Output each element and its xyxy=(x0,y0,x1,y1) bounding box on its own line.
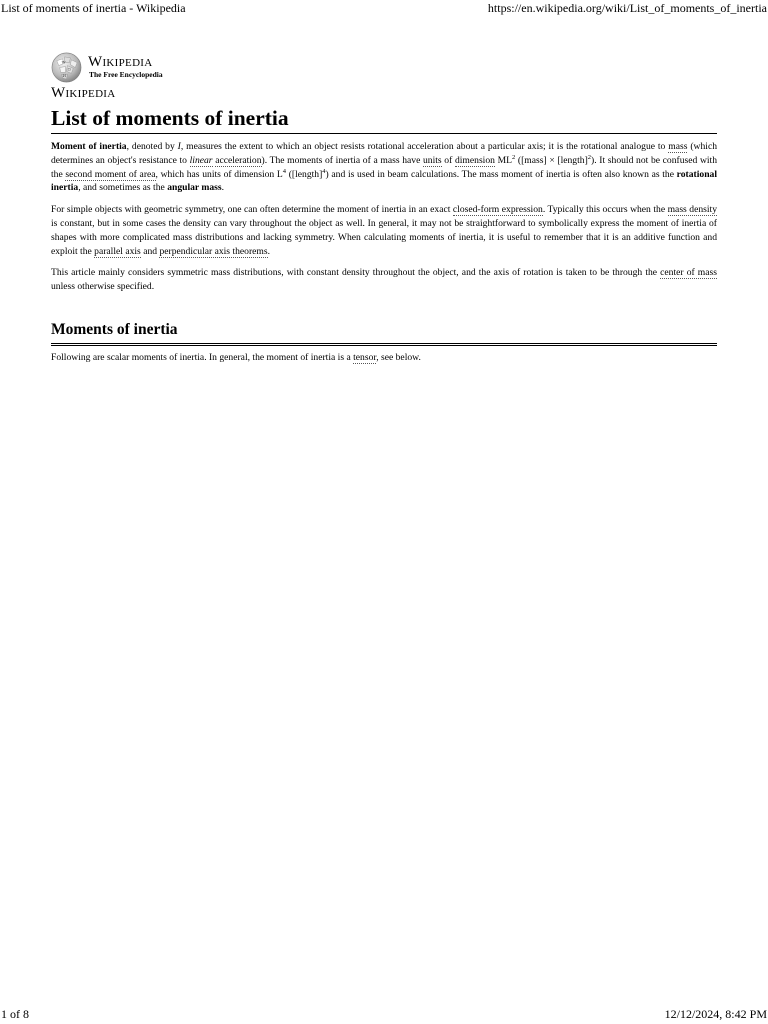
symbol-i: I xyxy=(177,141,181,152)
link-center-of-mass[interactable]: center of mass xyxy=(660,267,717,279)
text: of xyxy=(441,154,455,166)
text: ). The moments of inertia of a mass have xyxy=(261,154,423,166)
text: Following are scalar moments of inertia. In general, the moment of inertia is a xyxy=(51,351,354,363)
print-footer xyxy=(0,1006,768,1024)
print-page-url[interactable]: https://en.wikipedia.org/wiki/List_of_moments_of_inertia xyxy=(487,1,767,15)
link-perpendicular-axis-theorems[interactable]: perpendicular axis theorems xyxy=(159,245,268,257)
text: and xyxy=(140,245,160,257)
svg-text:И: И xyxy=(62,73,66,79)
link-second-moment-of-area[interactable]: second moment of area xyxy=(65,168,156,180)
print-page-title: List of moments of inertia - Wikipedia xyxy=(1,1,186,15)
text: (which determines an object's resistance to xyxy=(51,141,717,166)
text: ). It should not be confused with the xyxy=(51,154,718,180)
svg-text:W: W xyxy=(61,59,66,65)
term-moment-of-inertia: Moment of inertia xyxy=(51,141,127,152)
page-counter: 1 of 8 xyxy=(1,1007,29,1021)
wikipedia-globe-icon xyxy=(51,52,82,83)
link-parallel-axis[interactable]: parallel axis xyxy=(94,245,141,257)
link-closed-form-expression[interactable]: closed-form expression xyxy=(452,204,543,216)
term-rotational-inertia: rotational inertia xyxy=(51,168,718,194)
link-mass[interactable]: mass xyxy=(668,141,688,152)
text: For simple objects with geometric symmetry, one can often determine the moment of inertia in an exact xyxy=(51,204,453,216)
superscript: 4 xyxy=(322,167,326,175)
link-tensor[interactable]: tensor xyxy=(353,351,377,363)
intro-paragraph-1 xyxy=(51,140,717,195)
text: . Typically this occurs when the xyxy=(542,204,668,216)
text: ([length] xyxy=(286,168,323,180)
link-dimension[interactable]: dimension xyxy=(454,154,495,166)
article-content xyxy=(51,52,717,365)
text: , see below. xyxy=(376,351,421,363)
section-heading-moments-of-inertia: Moments of inertia xyxy=(51,320,717,346)
text: . xyxy=(221,182,225,194)
text: , and sometimes as the xyxy=(78,182,168,194)
intro-paragraph-2 xyxy=(51,203,717,258)
svg-text:Ω: Ω xyxy=(67,66,71,72)
print-header xyxy=(0,0,768,18)
superscript: 2 xyxy=(587,153,592,161)
text: . xyxy=(267,245,271,257)
link-linear[interactable]: linear xyxy=(189,154,213,166)
text: ([mass] × [length] xyxy=(515,154,588,166)
link-acceleration[interactable]: acceleration xyxy=(215,154,262,166)
logo-tagline: The Free Encyclopedia xyxy=(89,70,163,79)
page-title: List of moments of inertia xyxy=(51,105,717,134)
term-angular-mass: angular mass xyxy=(167,182,222,194)
link-units[interactable]: units xyxy=(422,154,442,166)
section-paragraph xyxy=(51,351,717,365)
logo-wordmark: Wikipedia xyxy=(88,54,153,70)
text: ) and is used in beam calculations. The mass moment of inertia is often also known as the xyxy=(325,168,677,180)
text: ML xyxy=(494,154,512,166)
site-name: Wikipedia xyxy=(51,85,116,101)
intro-paragraph-3 xyxy=(51,266,717,294)
text: , which has units of dimension L xyxy=(155,168,283,180)
superscript: 2 xyxy=(512,153,516,161)
text: is constant, but in some cases the density can vary throughout the object as well. In general, it may not be straightforward to symbolically express the moment of inertia of shapes with more complicated mass distributions and lacking symmetry. When calculating moments of inertia, it is useful to remember that it is an additive function and exploit the xyxy=(51,217,717,257)
wikipedia-logo[interactable] xyxy=(51,52,717,84)
text: , measures the extent to which an object resists rotational acceleration about a particular axis; it is the rotational analogue to xyxy=(180,141,669,152)
print-datetime: 12/12/2024, 8:42 PM xyxy=(664,1007,767,1021)
superscript: 4 xyxy=(282,167,287,175)
link-mass-density[interactable]: mass density xyxy=(667,204,718,216)
text: This article mainly considers symmetric mass distributions, with constant density throughout the object, and the axis of rotation is taken to be through the xyxy=(51,267,661,279)
text: unless otherwise specified. xyxy=(51,281,155,293)
text: , denoted by xyxy=(126,141,178,152)
